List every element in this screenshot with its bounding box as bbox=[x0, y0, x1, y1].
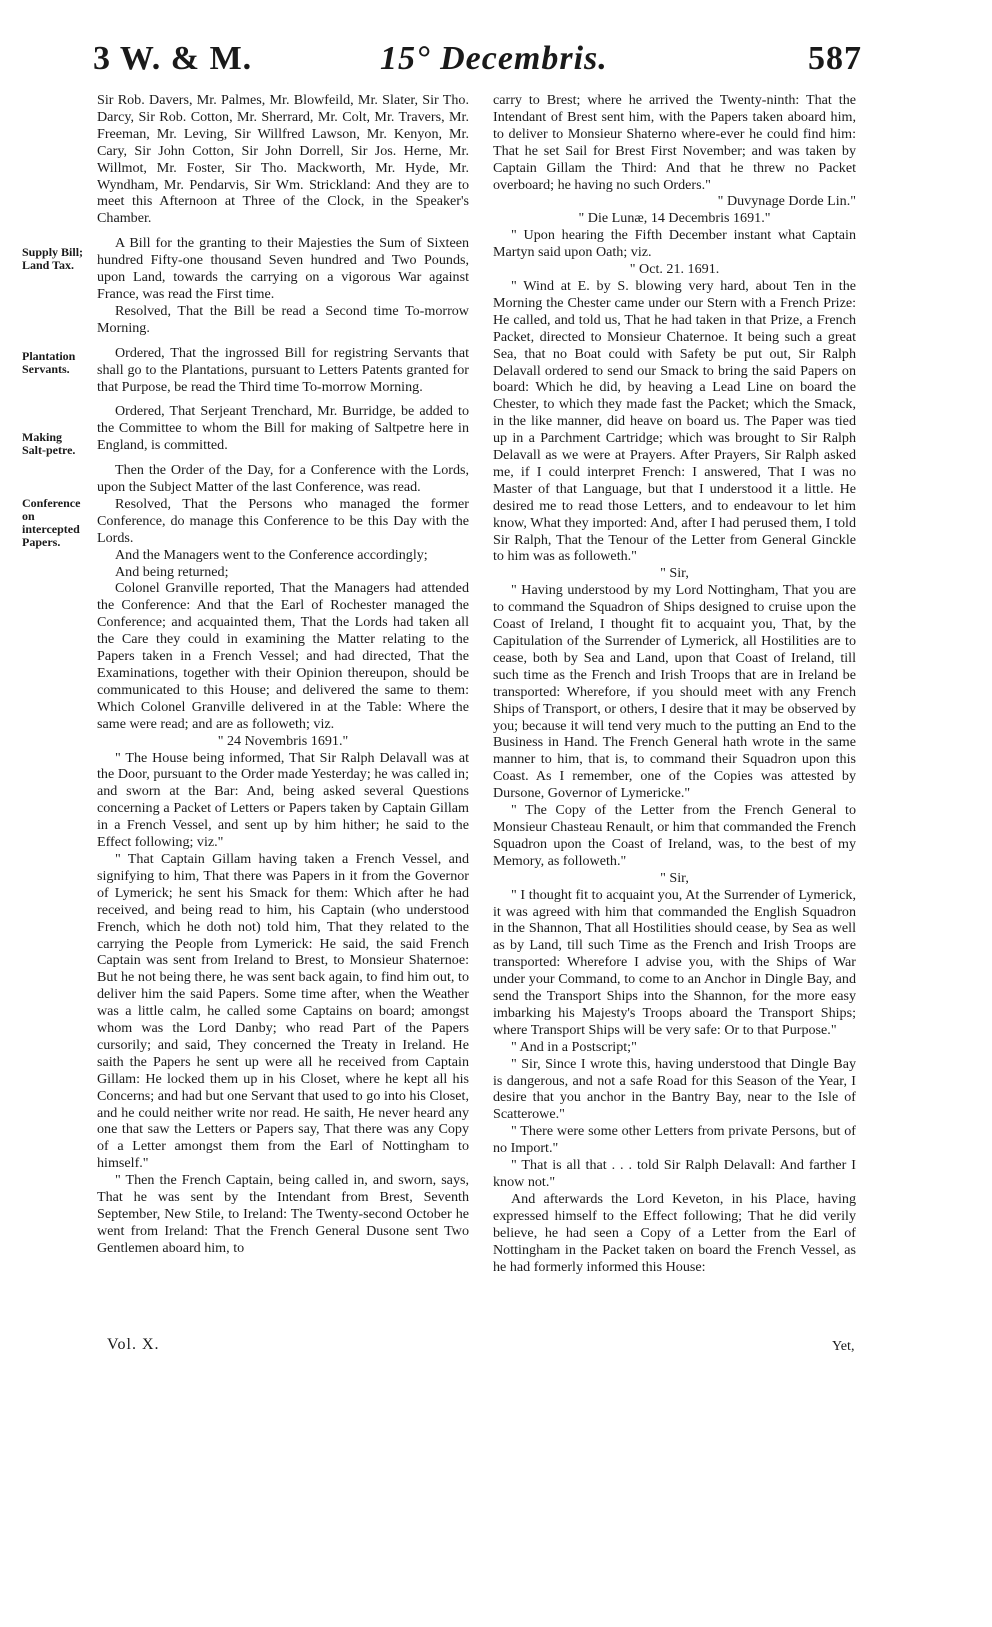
paragraph-martyn-oath: " Upon hearing the Fifth December instant what Captain Martyn said upon Oath; viz. bbox=[493, 227, 856, 261]
date-line-oct-21: " Oct. 21. 1691. bbox=[629, 261, 720, 278]
margin-note-salt-petre: Making Salt-petre. bbox=[22, 430, 76, 457]
paragraph-resolved-managers: Resolved, That the Persons who managed the former Conference, do manage this Conference to be this Day with the Lords. bbox=[97, 495, 469, 546]
paragraph-dingle-bay: " Sir, Since I wrote this, having understood that Dingle Bay is dangerous, and not a safe Road for this Season of the Year, I desire that you anchor in the Bantry Bay, near to the Isle of Scatterowe." bbox=[493, 1055, 856, 1123]
paragraph-gillam-vessel: " That Captain Gillam having taken a French Vessel, and signifying to him, That there was Papers in it from the Governor of Lymerick; he sent his Smack for them: Which after he had received, and being read to him, his Captain (who understood French, which he doth not) told him, That they related to the carrying the People from Lymerick: He said, the said French Captain was sent from Ireland to Brest, to Monsieur Shaternoe: But he not being there, he was sent back again, to find him out, to deliver him the said Papers. Some time after, when the Weather was a little calm, he called some Captains on board; amongst whom was the Lord Danby; who read Part of the Papers cursorily; and said, They concerned the Treaty in Ireland. He saith the Papers he sent up were all he received from Captain Gillam: He locked them up in his Closet, where he kept all his Concerns; and had but one Servant that used to go into his Closet, and he could neither write nor read. He saith, He never heard any one that saw the Letters or Papers say, That there was any Copy of a Letter amongst them from the Earl of Nottingham to himself." bbox=[97, 850, 469, 1172]
paragraph-wind-chester: " Wind at E. by S. blowing very hard, about Ten in the Morning the Chester came under our Stern with a French Prize: He called, and told us, That he had taken in that Prize, a French Packet, directed to Monsieur Chaternoe. It being such a great Sea, that no Boat could with Safety be put out, Sir Ralph Delavall ordered to send our Smack to bring the said Papers on board: Which he did, by heaving a Lead Line on board the Chester, to which they made fast the Packet; which the Smack, in the like manner, did heave on board us. The Paper was tied up in a Parchment Cartridge; which was brought to Sir Ralph Delavall as we were at Prayers. After Prayers, Sir Ralph asked me, if I could interpret French: I answered, That I was no Master of that Language, but that I understood it a little. He desired me to read those Letters, and to endeavour to let him know, What they imported: And, after I had perused them, I told Sir Ralph, That the Tenour of the Letter from General Ginckle to him was as followeth." bbox=[493, 277, 856, 565]
paragraph-second-reading: Resolved, That the Bill be read a Second time To-morrow Morning. bbox=[97, 302, 469, 336]
volume-footer: Vol. X. bbox=[107, 1336, 160, 1353]
salutation-sir-1: " Sir, bbox=[660, 565, 689, 582]
paragraph-supply-bill: A Bill for the granting to their Majesties the Sum of Sixteen hundred Fifty-one thousand Seven hundred and Two Pounds, upon Land, towards the carrying on a vigorous War against France, was read the First time. bbox=[97, 235, 469, 302]
right-column bbox=[493, 92, 856, 1275]
margin-note-conference: Conference on intercepted Papers. bbox=[22, 496, 81, 549]
salutation-sir-2: " Sir, bbox=[660, 869, 689, 886]
paragraph-copy-of-letter: " The Copy of the Letter from the French General to Monsieur Chasteau Renault, or him that commanded the French Squadron upon the Coast of Ireland, was, to the best of my Memory, as followeth." bbox=[493, 802, 856, 869]
margin-note-plantation-servants: Plantation Servants. bbox=[22, 349, 76, 376]
paragraph-committee-members: Sir Rob. Davers, Mr. Palmes, Mr. Blowfeild, Mr. Slater, Sir Tho. Darcy, Sir Rob. Cotton, Mr. Sherrard, Mr. Colt, Mr. Travers, Mr. Freeman, Mr. Leving, Sir Willfred Lawson, Mr. Kenyon, Mr. Cary, Sir John Cotton, Sir John Dorrell, Sir Jos. Herne, Mr. Willmot, Mr. Foster, Sir Tho. Mackworth, Mr. Hyde, Mr. Wyndham, Mr. Pendarvis, Sir Wm. Strickland: And they are to meet this Afternoon at Three of the Clock, in the Speaker's Chamber. bbox=[97, 92, 469, 227]
date-line-die-lunae: " Die Lunæ, 14 Decembris 1691." bbox=[578, 210, 771, 227]
page-number: 587 bbox=[808, 40, 862, 77]
paragraph-postscript: " And in a Postscript;" bbox=[511, 1038, 637, 1055]
paragraph-being-returned: And being returned; bbox=[115, 563, 229, 580]
running-head-regnal-year: 3 W. & M. bbox=[93, 40, 253, 77]
paragraph-order-of-day: Then the Order of the Day, for a Conference with the Lords, upon the Subject Matter of the last Conference, was read. bbox=[97, 462, 469, 496]
paragraph-that-is-all: " That is all that . . . told Sir Ralph Delavall: And farther I know not." bbox=[493, 1157, 856, 1190]
paragraph-other-letters: " There were some other Letters from private Persons, but of no Import." bbox=[493, 1123, 856, 1157]
paragraph-managers-went: And the Managers went to the Conference accordingly; bbox=[115, 546, 428, 563]
paragraph-carry-to-brest: carry to Brest; where he arrived the Twenty-ninth: That the Intendant of Brest sent him, with the Papers taken aboard him, to deliver to Monsieur Shaterno where-ever he could find him: That he set Sail for Brest First November; and was taken by Captain Gillam the Third: And that he threw no Packet overboard; he having no such Orders." bbox=[493, 92, 856, 193]
signature-line: " Duvynage Dorde Lin." bbox=[717, 193, 856, 210]
paragraph-surrender-lymerick: " I thought fit to acquaint you, At the Surrender of Lymerick, it was agreed with him that commanded the English Squadron in the Shannon, That all Hostilities should cease, by Sea as well as by Land, till such Time as the French and Irish Troops are transported: Wherefore I advise you, with the Ships of War under your Command, to come to an Anchor in Dingle Bay, and send the Transport Ships into the Shannon, for the more easy imbarking his Majesty's Troops aboard the Transport Ships; where Transport Ships will be very safe: Or to that Purpose." bbox=[493, 886, 856, 1038]
paragraph-lord-keveton: And afterwards the Lord Keveton, in his Place, having expressed himself to the Effect following; That he did verily believe, he had seen a Copy of a Letter from the Earl of Nottingham in the Packet taken on board the French Vessel, as he had formerly informed this House: bbox=[493, 1190, 856, 1275]
paragraph-saltpetre: Ordered, That Serjeant Trenchard, Mr. Burridge, be added to the Committee to whom the Bill for making of Saltpetre here in England, is committed. bbox=[97, 403, 469, 454]
paragraph-servants-bill: Ordered, That the ingrossed Bill for registring Servants that shall go to the Plantations, pursuant to Letters Patents granted for that Purpose, be read the Third time To-morrow Morning. bbox=[97, 344, 469, 395]
catchword: Yet, bbox=[832, 1338, 855, 1354]
paragraph-granville-report: Colonel Granville reported, That the Managers had attended the Conference: And that the Earl of Rochester managed the Conference; and acquainted them, That the Lords had taken all the Care they could in examining the Matter relating to the Papers taken in a French Vessel; and had directed, That the Examinations, together with their Opinion thereupon, should be communicated to this House; and delivered the same to them: Which Colonel Granville delivered in at the Table: Where the same were read; and are as followeth; viz. bbox=[97, 580, 469, 732]
running-head-date: 15° Decembris. bbox=[380, 40, 608, 77]
margin-note-supply-bill: Supply Bill; Land Tax. bbox=[22, 245, 84, 272]
paragraph-french-captain: " Then the French Captain, being called in, and sworn, says, That he was sent by the Intendant from Brest, Seventh September, New Stile, to Ireland: The Twenty-second October he went from Ireland: That the French General Dusone sent Two Gentlemen aboard him, to bbox=[97, 1172, 469, 1256]
left-column bbox=[97, 92, 469, 1257]
paragraph-ginckle-letter: " Having understood by my Lord Nottingham, That you are to command the Squadron of Ships designed to cruise upon the Coast of Ireland, I thought fit to acquaint you, That, by the Capitulation of the Surrender of Lymerick, all Hostilities are to cease, both by Sea and Land, upon that Coast of Ireland, till such time as the French and Irish Troops that are in Ireland be transported: Wherefore, if you should meet with any French Ships of Transport, or others, I desire that it may be observed by you; because it will tend very much to the putting an End to the Business in Hand. The French General hath wrote in the same manner to him, that is, to command their Squadron upon this Coast. As I remember, one of the Copies was attested by Dursone, Governor of Lymericke." bbox=[493, 582, 856, 802]
date-line-24-novembris: " 24 Novembris 1691." bbox=[217, 732, 349, 749]
paragraph-delavall-called: " The House being informed, That Sir Ralph Delavall was at the Door, pursuant to the Order made Yesterday; he was called in; and sworn at the Bar: And, being asked several Questions concerning a Packet of Letters or Papers taken by Captain Gillam in a French Vessel, and sent up by him hither; he said to the Effect following; viz." bbox=[97, 749, 469, 851]
